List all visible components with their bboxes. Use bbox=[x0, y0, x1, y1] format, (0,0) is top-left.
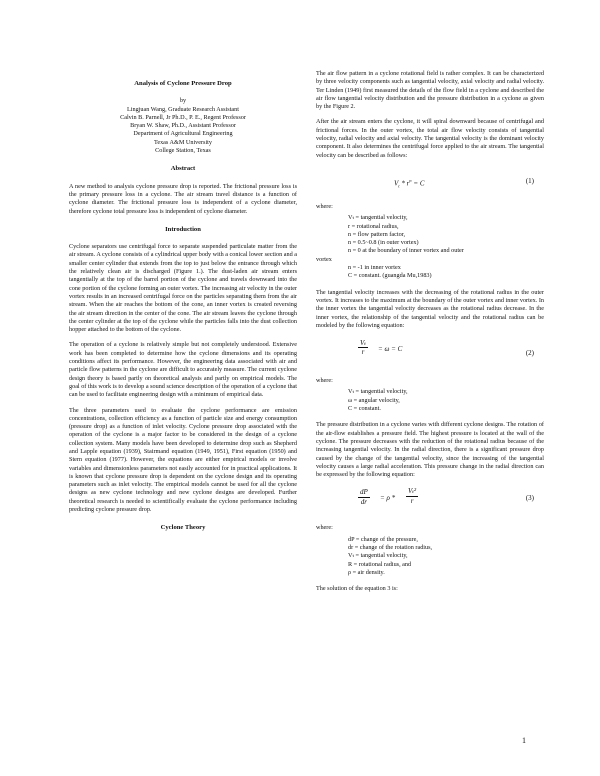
definition-item: C = constant. bbox=[348, 405, 381, 413]
author-2: Calvin B. Parnell, Jr Ph.D., P. E., Regent Professor bbox=[120, 113, 246, 121]
definition-wrap: vortex bbox=[316, 255, 332, 263]
cyclone-theory-heading: Cyclone Theory bbox=[160, 524, 206, 532]
introduction-heading: Introduction bbox=[165, 225, 201, 233]
equation-3 bbox=[316, 486, 544, 518]
definitions-1 bbox=[348, 214, 544, 255]
right-paragraph-4: The pressure distribution in a cyclone varies with different cyclone designs. The rotation of the air-flow establishes a pressure field. The highest pressure is located at the wall of the cyclone. The pressure decreases with the reduction of the rotational radius because of the increasing tangential velocity. In the radial direction, there is a significant pressure drop caused by the change of the tangential velocity, since the increasing of the tangential velocity causes a large radial acceleration. This pressure change in the radial direction can be expressed by the following equation: bbox=[316, 421, 544, 479]
byline-by: by bbox=[179, 97, 187, 105]
equation-2-rhs: = ω = C bbox=[378, 345, 403, 354]
equation-1-body: $V_t * r^n = C$ bbox=[394, 177, 425, 189]
definition-item: r = rotational radius, bbox=[348, 222, 399, 230]
definition-item: Vₜ = tangential velocity, bbox=[348, 552, 408, 560]
equation-3-operator: = ρ * bbox=[380, 494, 396, 503]
definition-item: C = constant. (guangda Mu,1983) bbox=[348, 272, 432, 280]
right-column bbox=[316, 70, 544, 600]
definitions-1b bbox=[348, 264, 544, 281]
abstract-heading: Abstract bbox=[170, 165, 196, 173]
equation-1-number: (1) bbox=[525, 176, 534, 185]
definition-item: dP = change of the pressure, bbox=[348, 535, 418, 543]
equation-3-right-fraction: $\frac{\text{Vₜ²}}{r}$ bbox=[408, 487, 417, 505]
definition-item: n = flow pattern factor, bbox=[348, 230, 406, 238]
equation-3-number: (3) bbox=[525, 494, 534, 503]
intro-paragraph-1: Cyclone separators use centrifugal force to separate suspended particulate matter from the air stream. A cyclone consists of a cylindrical upper body with a conical lower section and a smaller center cylinder that extends from the top to just below the entrance through which the relatively clean air is discharged (Figure 1.). The dust-laden air stream enters tangentially at the top of the barrel portion of the cyclone and travels downward into the cone portion of the cyclone forming an outer vortex. The increasing air velocity in the outer vortex results in an increased centrifugal force on the particles separating them from the air stream. When the air reaches the bottom of the cone, an inner vortex is created reversing the air stream direction in the center of the cone. The air stream leaves the cyclone through the center cylinder at the top of the cyclone while the particles falls into the dust collection hopper attached to the bottom of the cyclone. bbox=[69, 243, 297, 334]
definition-item: n = 0 at the boundary of inner vortex and outer bbox=[348, 247, 464, 255]
paper-title: Analysis of Cyclone Pressure Drop bbox=[134, 80, 232, 87]
equation-3-left-fraction: $\frac{dP}{dr}$ bbox=[360, 488, 368, 506]
author-3: Bryan W. Shaw, Ph.D., Assistant Professor bbox=[130, 122, 236, 130]
definition-item: n = 0.5~0.8 (in outer vortex) bbox=[348, 239, 419, 247]
where-label-3: where: bbox=[316, 524, 333, 532]
intro-paragraph-2: The operation of a cyclone is relatively simple but not completely understood. Extensive work has been completed to determine how the cyclone dimensions and its operating conditions affect its performance. However, the engineering data associated with air and particle flow patterns in the cyclone are difficult to accurately measure. The current cyclone design theory is based partly on theoretical analysis and partly on empirical models. The goal of this work is to develop a sound science description of the operation of a cyclone that can be used to facilitate engineering design with a minimum of empirical data. bbox=[69, 341, 298, 399]
equation-2 bbox=[316, 337, 544, 371]
right-paragraph-1: The air flow pattern in a cyclone rotational field is rather complex. It can be characterized by three velocity components such as tangential velocity, axial velocity and radial velocity. Ter Linden (1949) first measured the details of the flow field in a cyclone and described the air flow tangential velocity distribution and the pressure distribution in a cyclone as given by the Figure 2. bbox=[316, 70, 544, 111]
right-paragraph-2: After the air stream enters the cyclone, it will spiral downward because of centrifugal and frictional forces. In the outer vortex, the total air flow velocity consists of tangential velocity, radial velocity and axial velocity. The tangential velocity is the dominant velocity component. It also determines the centrifugal force applied to the air stream. The tangential velocity can be described as follows: bbox=[316, 118, 544, 159]
where-label-2: where: bbox=[316, 377, 333, 385]
affiliation-university: Texas A&M University bbox=[154, 138, 212, 146]
definition-item: ρ = air density. bbox=[348, 568, 385, 576]
where-label-1: where: bbox=[316, 202, 333, 210]
definition-item: n = -1 in inner vortex bbox=[348, 264, 401, 272]
definitions-2 bbox=[348, 388, 544, 413]
definition-item: R = rotational radius, and bbox=[348, 560, 412, 568]
affiliation-city: College Station, Texas bbox=[155, 147, 211, 155]
author-1: Lingjuan Wang, Graduate Research Assistant bbox=[127, 105, 239, 113]
affiliation-dept: Department of Agricultural Engineering bbox=[133, 130, 233, 138]
equation-1 bbox=[316, 167, 544, 197]
intro-paragraph-3: The three parameters used to evaluate the cyclone performance are emission concentrations, collection efficiency as a function of particle size and energy consumption (pressure drop) as a function of inlet velocity. Cyclone pressure drop associated with the operation of the cyclone is a major factor to be considered in the design of a cyclone collection system. Many models have been developed to determine drop such as Shepherd and Lapple equation (1939), Stairmand equation (1949, 1951), First equation (1950) and Stern equation (1977). However, the equations are either empirical models or involve variables and dimensionless parameters not easily accounted for in practical applications. It is known that cyclone pressure drop is dependent on the cyclone design and its operating parameters such as inlet velocity. The empirical models cannot be used for all the cyclone designs as new cyclone technology and new cyclone designs are developed. Further theoretical research is needed to scientifically evaluate the cyclone performance including predicting cyclone pressure drop. bbox=[69, 406, 297, 514]
definition-item: Vₜ = tangential velocity, bbox=[348, 388, 408, 396]
right-paragraph-5: The solution of the equation 3 is: bbox=[316, 585, 398, 593]
equation-2-fraction: $\frac{\text{Vₜ}}{r}$ bbox=[360, 339, 367, 357]
author-block bbox=[69, 97, 297, 155]
definitions-3 bbox=[348, 536, 544, 577]
definition-item: dr = change of the rotation radius, bbox=[348, 543, 433, 551]
definition-item: ω = angular velocity, bbox=[348, 396, 400, 404]
abstract-text: A new method to analysis cyclone pressure drop is reported. The frictional pressure loss is the primary pressure loss in a cyclone. The air stream travel distance is a function of cyclone diameter. The frictional pressure loss is independent of a cyclone diameter, therefore cyclone total pressure loss is independent of cyclone diameter. bbox=[69, 182, 297, 215]
page-number: 1 bbox=[522, 736, 526, 745]
right-paragraph-3: The tangential velocity increases with the decreasing of the rotational radius in the outer vortex. It increases to the maximum at the boundary of the outer vortex and inner vortex. In the inner vortex the tangential velocity decreases as the rotational radius decrease. In the inner vortex, the relationship of the tangential velocity and the rotational radius can be modeled by the following equation: bbox=[316, 288, 544, 329]
equation-2-number: (2) bbox=[525, 349, 534, 358]
left-column bbox=[69, 80, 297, 542]
definition-item: Vₜ = tangential velocity, bbox=[348, 214, 408, 222]
